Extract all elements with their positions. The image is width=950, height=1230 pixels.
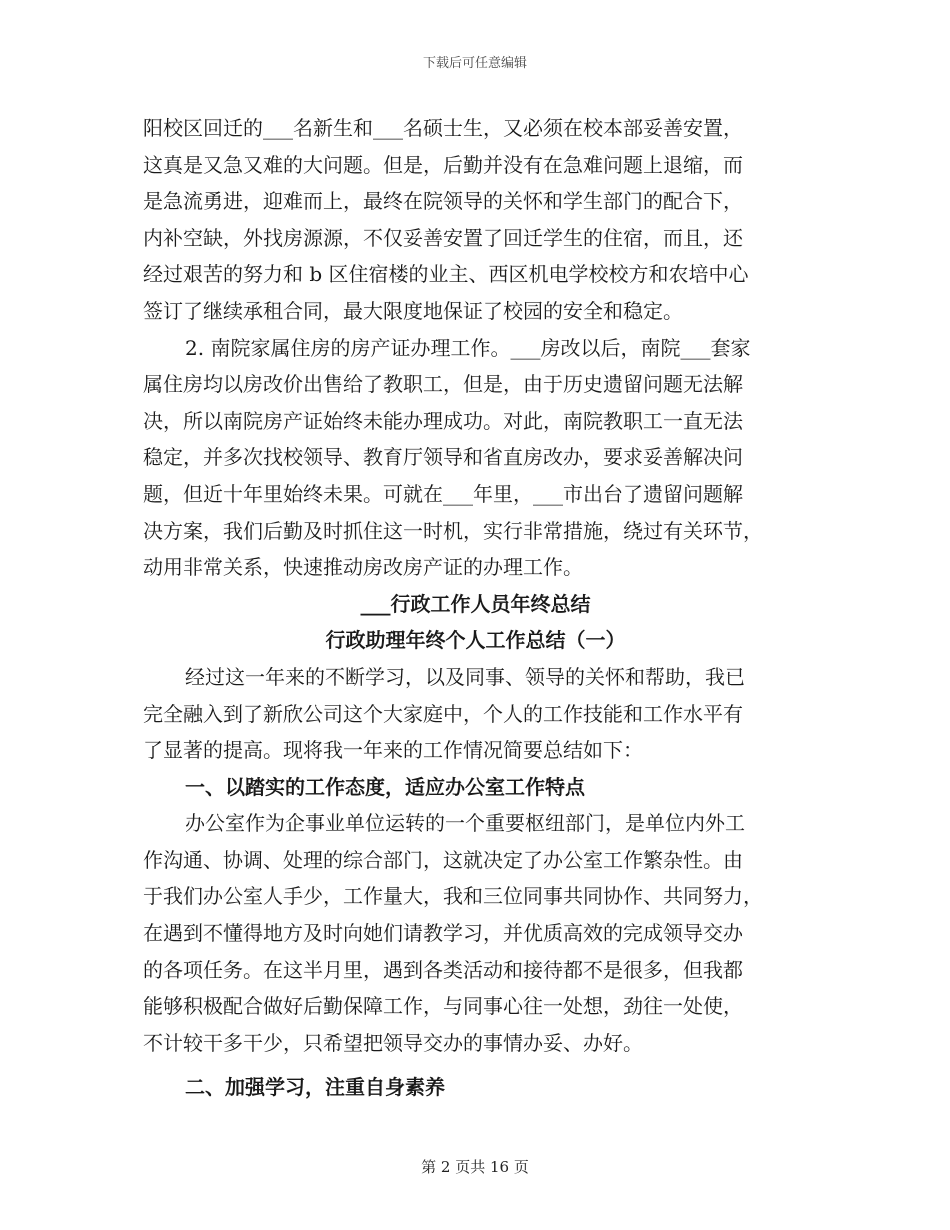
paragraph-line: 2. 南院家属住房的房产证办理工作。___房改以后，南院___套家 bbox=[185, 335, 751, 360]
paragraph-line: 属住房均以房改价出售给了教职工，但是，由于历史遗留问题无法解 bbox=[143, 372, 743, 397]
page-header: 下载后可任意编辑 bbox=[422, 56, 527, 71]
paragraph-line: 于我们办公室人手少，工作量大，我和三位同事共同协作、共同努力， bbox=[143, 884, 763, 909]
paragraph-line: 了显著的提高。现将我一年来的工作情况简要总结如下： bbox=[143, 738, 643, 763]
paragraph-line: 决方案，我们后勤及时抓住这一时机，实行非常措施，绕过有关环节， bbox=[143, 518, 763, 543]
paragraph-line: 经过这一年来的不断学习，以及同事、领导的关怀和帮助，我已 bbox=[185, 664, 745, 689]
paragraph-line: 决，所以南院房产证始终未能办理成功。对此，南院教职工一直无法 bbox=[143, 408, 743, 433]
spacer bbox=[143, 1061, 808, 1069]
section-heading: 二、加强学习，注重自身素养 bbox=[185, 1075, 445, 1100]
paragraph-line: 经过艰苦的努力和 b 区住宿楼的业主、西区机电学校校方和农培中心 bbox=[143, 262, 749, 287]
paragraph-line: 题，但近十年里始终未果。可就在___年里，___市出台了遗留问题解 bbox=[143, 481, 743, 506]
paragraph-line: 稳定，并多次找校领导、教育厅领导和省直房改办，要求妥善解决问 bbox=[143, 445, 743, 470]
paragraph-line: 在遇到不懂得地方及时向她们请教学习，并优质高效的完成领导交办 bbox=[143, 921, 743, 946]
section-heading: 一、以踏实的工作态度，适应办公室工作特点 bbox=[185, 774, 585, 799]
paragraph-line: 的各项任务。在这半月里，遇到各类活动和接待都不是很多，但我都 bbox=[143, 957, 743, 982]
paragraph-line: 阳校区回迁的___名新生和___名硕士生，又必须在校本部妥善安置， bbox=[143, 116, 743, 140]
paragraph-line: 能够积极配合做好后勤保障工作，与同事心往一处想，劲往一处使， bbox=[143, 994, 743, 1019]
paragraph-line: 作沟通、协调、处理的综合部门，这就决定了办公室工作繁杂性。由 bbox=[143, 847, 743, 872]
section-title: ___行政工作人员年终总结 bbox=[360, 591, 591, 616]
paragraph-line: 动用非常关系，快速推动房改房产证的办理工作。 bbox=[143, 555, 583, 580]
section-subtitle: 行政助理年终个人工作总结（一） bbox=[325, 628, 626, 653]
paragraph-line: 签订了继续承租合同，最大限度地保证了校园的安全和稳定。 bbox=[143, 298, 683, 323]
page-footer: 第 2 页共 16 页 bbox=[421, 1158, 529, 1176]
document-body bbox=[143, 110, 808, 1106]
paragraph-line: 是急流勇进，迎难而上，最终在院领导的关怀和学生部门的配合下， bbox=[143, 189, 743, 214]
paragraph-line: 内补空缺，外找房源源，不仅妥善安置了回迁学生的住宿，而且，还 bbox=[143, 225, 743, 250]
paragraph-line: 不计较干多干少，只希望把领导交办的事情办妥、办好。 bbox=[143, 1030, 643, 1055]
paragraph-line: 办公室作为企事业单位运转的一个重要枢纽部门，是单位内外工 bbox=[185, 811, 745, 836]
paragraph-line: 这真是又急又难的大问题。但是，后勤并没有在急难问题上退缩，而 bbox=[143, 152, 743, 177]
paragraph-line: 完全融入到了新欣公司这个大家庭中，个人的工作技能和工作水平有 bbox=[143, 701, 743, 726]
